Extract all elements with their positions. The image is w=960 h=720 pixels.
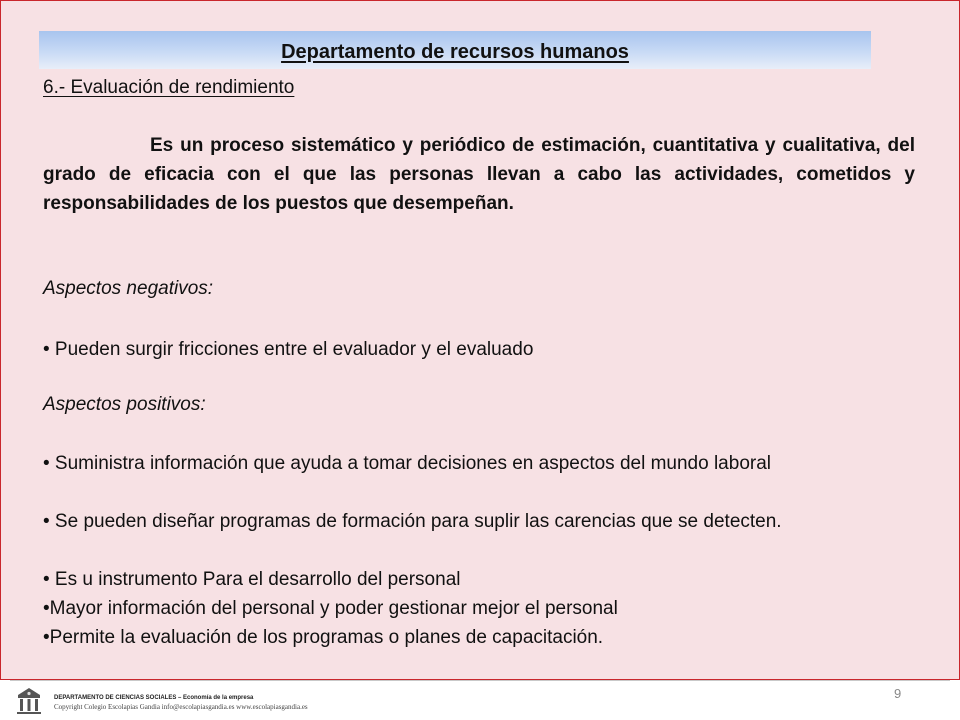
footer-divider — [10, 680, 950, 681]
definition-paragraph: Es un proceso sistemático y periódico de estimación, cuantitativa y cualitativa, del grado de eficacia con el que las personas llevan a cabo las actividades, cometidos y responsabilidades de los puestos que desempeñan. — [43, 135, 915, 214]
section-heading: 6.- Evaluación de rendimiento — [43, 77, 295, 98]
negatives-heading: Aspectos negativos: — [43, 278, 214, 299]
footer — [0, 680, 960, 720]
title-bar — [39, 31, 871, 69]
positive-item: • Suministra información que ayuda a tomar decisiones en aspectos del mundo laboral — [43, 453, 772, 474]
footer-copyright: Copyright Colegio Escolapias Gandia info@escolapiasgandia.es www.escolapiasgandia.es — [54, 703, 308, 711]
positive-item: •Mayor información del personal y poder gestionar mejor el personal — [43, 598, 618, 619]
negative-item: • Pueden surgir fricciones entre el evaluador y el evaluado — [43, 339, 534, 360]
footer-department: DEPARTAMENTO DE CIENCIAS SOCIALES – Economía de la empresa — [54, 695, 254, 701]
positive-item: • Se pueden diseñar programas de formación para suplir las carencias que se detecten. — [43, 511, 782, 532]
school-crest-icon — [14, 686, 44, 716]
positive-item: •Permite la evaluación de los programas o planes de capacitación. — [43, 627, 604, 648]
positives-heading: Aspectos positivos: — [43, 394, 206, 415]
slide-title: Departamento de recursos humanos — [281, 40, 629, 63]
page-number: 9 — [894, 686, 902, 701]
positive-item: • Es u instrumento Para el desarrollo del personal — [43, 569, 461, 590]
